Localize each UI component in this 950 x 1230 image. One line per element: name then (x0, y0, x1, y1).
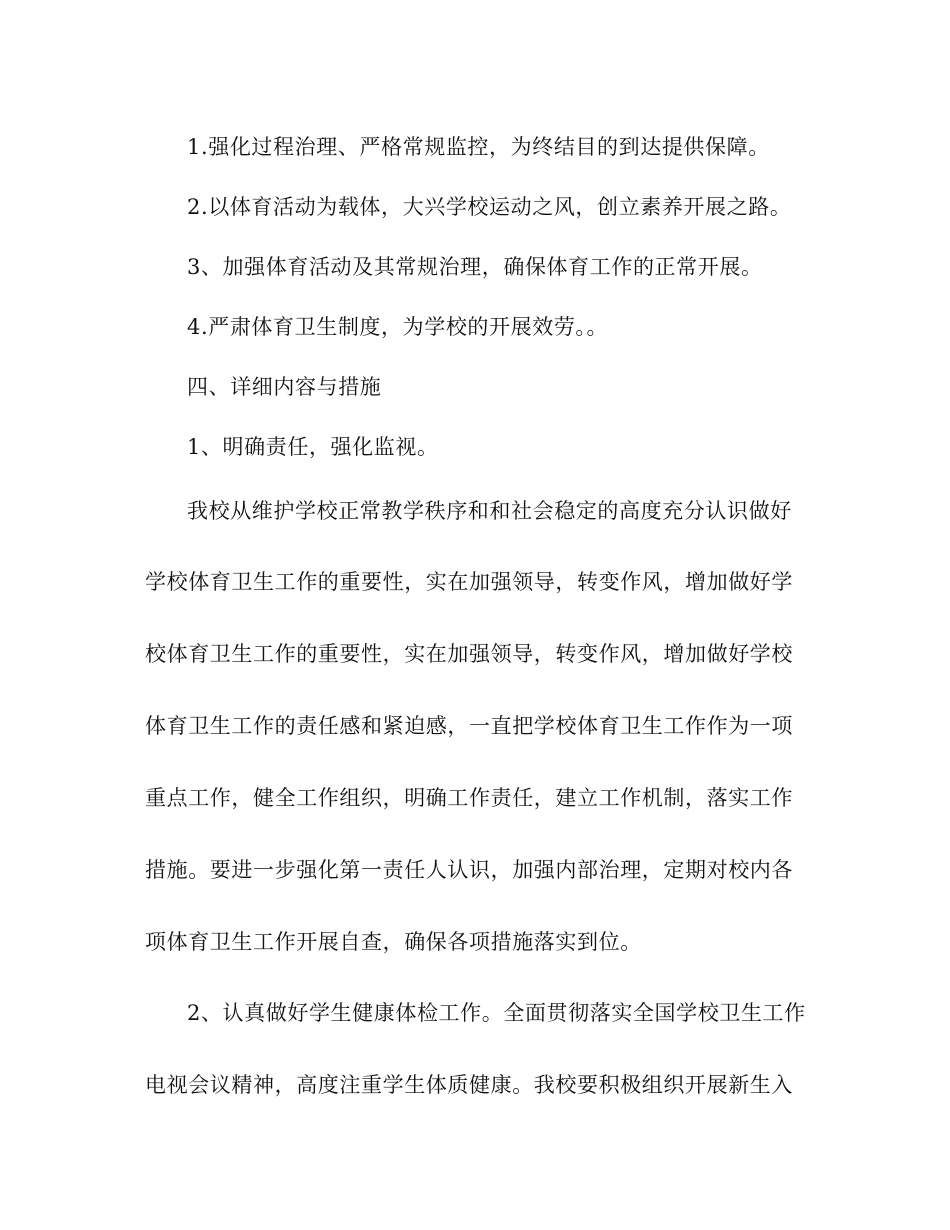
paragraph-line: 项体育卫生工作开展自查，确保各项措施落实到位。 (145, 930, 642, 954)
paragraph-line: 重点工作，健全工作组织，明确工作责任，建立工作机制，落实工作 (145, 786, 793, 810)
paragraph-line: 校体育卫生工作的重要性，实在加强领导，转变作风，增加做好学校 (145, 642, 793, 666)
paragraph-line: 体育卫生工作的责任感和紧迫感，一直把学校体育卫生工作作为一项 (145, 714, 793, 738)
paragraph-line: 我校从维护学校正常教学秩序和和社会稳定的高度充分认识做好 (187, 499, 792, 523)
goal-item-1: 1.强化过程治理、严格常规监控，为终结目的到达提供保障。 (187, 135, 770, 159)
goal-item-2: 2.以体育活动为载体，大兴学校运动之风，创立素养开展之路。 (187, 195, 792, 219)
goal-item-3: 3、加强体育活动及其常规治理，确保体育工作的正常开展。 (187, 255, 763, 279)
paragraph-line: 措施。要进一步强化第一责任人认识，加强内部治理，定期对校内各 (145, 858, 793, 882)
subsection-heading-1: 1、明确责任，强化监视。 (187, 435, 439, 459)
subsection-line: 2、认真做好学生健康体检工作。全面贯彻落实全国学校卫生工作 (187, 1001, 806, 1025)
section-heading: 四、详细内容与措施 (187, 375, 382, 399)
goal-item-4: 4.严肃体育卫生制度，为学校的开展效劳。。 (187, 315, 609, 339)
paragraph-line: 学校体育卫生工作的重要性，实在加强领导，转变作风，增加做好学 (145, 570, 793, 594)
paragraph-line: 电视会议精神，高度注重学生体质健康。我校要积极组织开展新生入 (145, 1073, 793, 1097)
